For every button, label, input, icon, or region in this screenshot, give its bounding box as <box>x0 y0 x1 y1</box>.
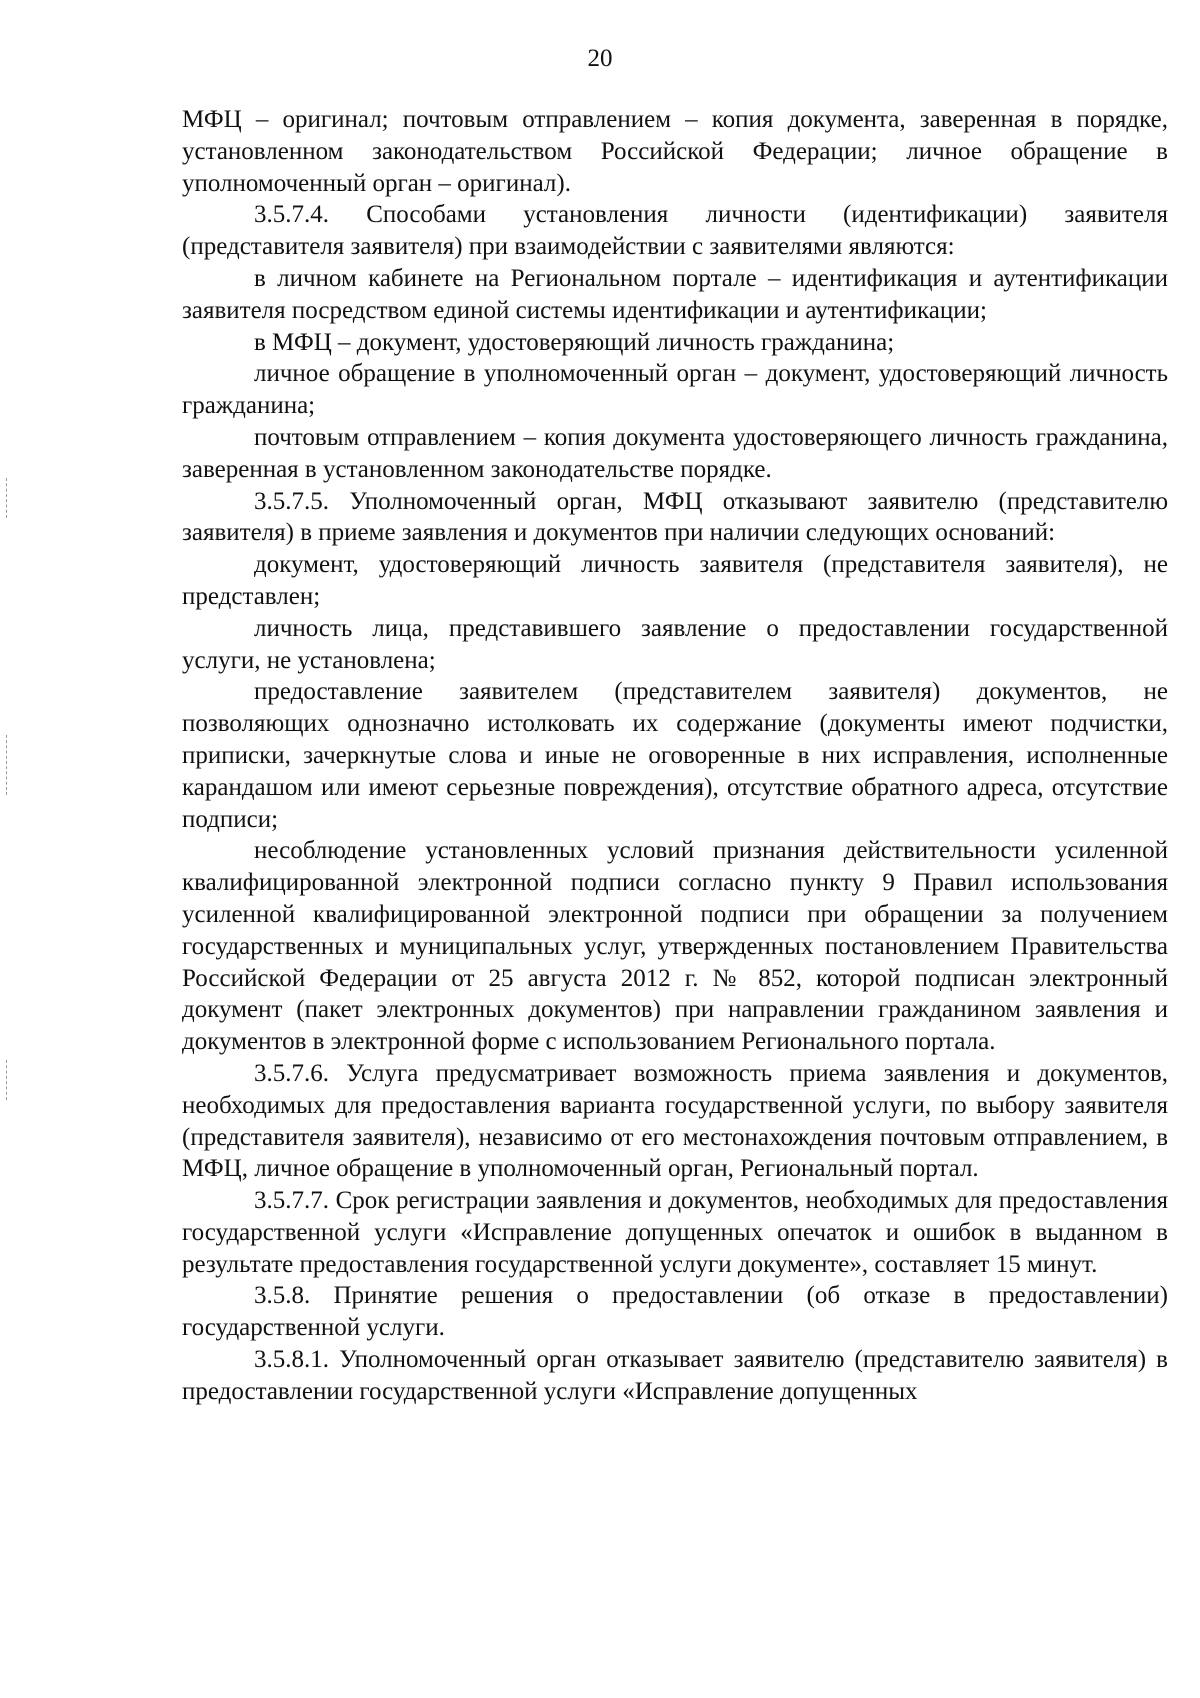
paragraph: МФЦ – оригинал; почтовым отправлением – копия документа, заверенная в порядке, установленном законодательством Российской Федерации; личное обращение в уполномоченный орган – оригинал). <box>182 106 1168 197</box>
paragraph: документ, удостоверяющий личность заявителя (представителя заявителя), не представлен; <box>182 551 1168 610</box>
paragraph: в личном кабинете на Региональном портале – идентификация и аутентификации заявителя посредством единой системы идентификации и аутентификации; <box>182 264 1168 324</box>
scan-edge-mark <box>6 735 7 795</box>
paragraph: 3.5.7.5. Уполномоченный орган, МФЦ отказывают заявителю (представителю заявителя) в приеме заявления и документов при наличии следующих оснований: <box>182 487 1168 547</box>
paragraph: личное обращение в уполномоченный орган – документ, удостоверяющий личность гражданина; <box>182 360 1168 420</box>
scan-edge-mark <box>6 1060 7 1100</box>
scan-edge-mark <box>6 478 7 518</box>
paragraph: 3.5.7.6. Услуга предусматривает возможность приема заявления и документов, необходимых для предоставления варианта государственной услуги, по выбору заявителя (представителя заявителя), независимо от его местонахождения почтовым отправлением, в МФЦ, личное обращение в уполномоченный орган, Региональный портал. <box>182 1059 1168 1183</box>
paragraph: предоставление заявителем (представителем заявителя) документов, не позволяющих однозначно истолковать их содержание (документы имеют подчистки, приписки, зачеркнутые слова и иные не оговоренные в них исправления, исполненные карандашом или имеют серьезные повреждения), отсутствие обратного адреса, отсутствие подписи; <box>182 678 1168 833</box>
paragraph: личность лица, представившего заявление о предоставлении государственной услуги, не установлена; <box>182 614 1168 674</box>
document-body <box>182 104 1168 1408</box>
page-number: 20 <box>587 45 613 72</box>
paragraph: несоблюдение установленных условий признания действительности усиленной квалифицированной электронной подписи согласно пункту 9 Правил использования усиленной квалифицированной электронной подписи при обращении за получением государственных и муниципальных услуг, утвержденных постановлением Правительства Российской Федерации от 25 августа 2012 г. № 852, которой подписан электронный документ (пакет электронных документов) при направлении гражданином заявления и документов в электронной форме с использованием Регионального портала. <box>182 837 1168 1056</box>
paragraph: 3.5.8.1. Уполномоченный орган отказывает заявителю (представителю заявителя) в предоставлении государственной услуги «Исправление допущенных <box>182 1346 1168 1405</box>
paragraph: 3.5.7.7. Срок регистрации заявления и документов, необходимых для предоставления государственной услуги «Исправление допущенных опечаток и ошибок в выданном в результате предоставления государственной услуги документе», составляет 15 минут. <box>182 1187 1168 1278</box>
paragraph: 3.5.7.4. Способами установления личности (идентификации) заявителя (представителя заявителя) при взаимодействии с заявителями являются: <box>182 201 1168 261</box>
paragraph: почтовым отправлением – копия документа удостоверяющего личность гражданина, заверенная в установленном законодательстве порядке. <box>182 423 1168 483</box>
paragraph: 3.5.8. Принятие решения о предоставлении (об отказе в предоставлении) государственной услуги. <box>182 1282 1168 1342</box>
paragraph: в МФЦ – документ, удостоверяющий личность гражданина; <box>254 328 895 356</box>
